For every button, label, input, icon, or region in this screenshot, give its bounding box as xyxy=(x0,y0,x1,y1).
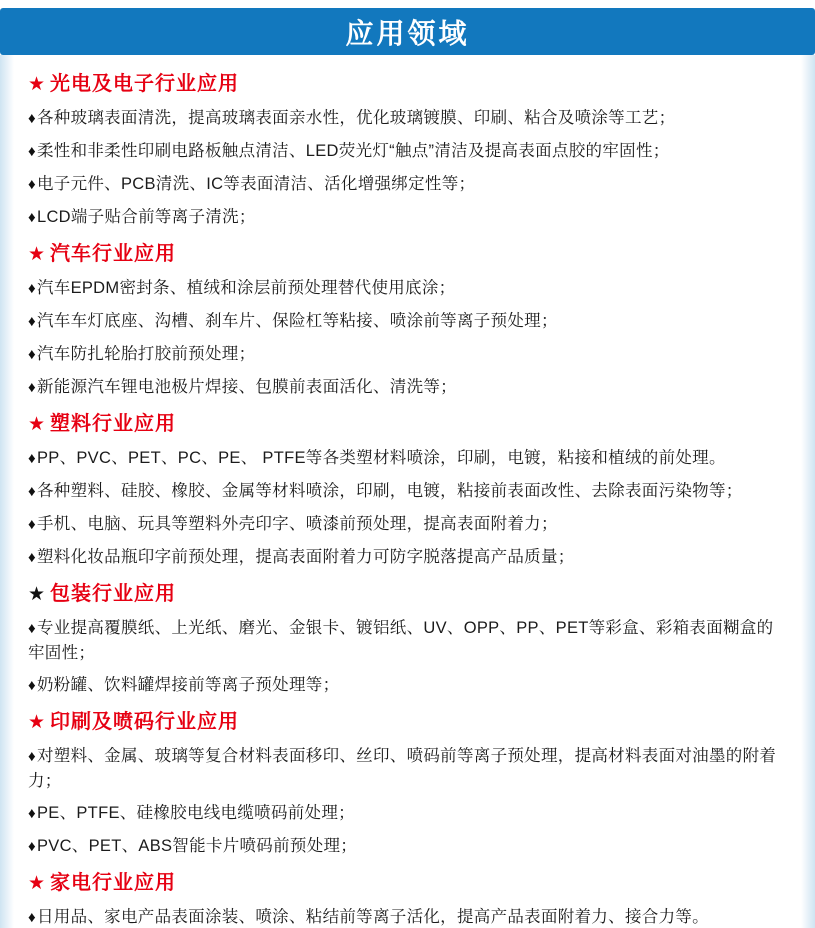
list-item xyxy=(28,106,785,131)
page-title: 应用领域 xyxy=(345,17,470,49)
list-item-text: 对塑料、金属、玻璃等复合材料表面移印、丝印、喷码前等离子预处理，提高材料表面对油墨的附着力； xyxy=(28,747,777,790)
list-item xyxy=(28,375,785,400)
application-section xyxy=(28,411,785,570)
list-item xyxy=(28,309,785,334)
diamond-bullet-icon: ♦ xyxy=(28,346,36,363)
section-title: 包装行业应用 xyxy=(50,583,177,605)
star-icon: ★ xyxy=(28,414,47,435)
application-section xyxy=(28,241,785,400)
application-section xyxy=(28,709,785,859)
star-icon: ★ xyxy=(28,873,47,894)
list-item-text: 日用品、家电产品表面涂装、喷涂、粘结前等离子活化，提高产品表面附着力、接合力等。 xyxy=(36,908,709,926)
diamond-bullet-icon: ♦ xyxy=(28,838,36,855)
section-heading xyxy=(28,71,785,98)
list-item-text: 塑料化妆品瓶印字前预处理，提高表面附着力可防字脱落提高产品质量； xyxy=(36,548,575,566)
section-heading xyxy=(28,709,785,736)
list-item-text: 奶粉罐、饮料罐焊接前等离子预处理等； xyxy=(36,676,340,694)
list-item-text: PP、PVC、PET、PC、PE、 PTFE等各类塑材料喷涂，印刷，电镀，粘接和植绒的前处理。 xyxy=(36,449,726,467)
section-title: 汽车行业应用 xyxy=(50,243,177,265)
list-item-text: 柔性和非柔性印刷电路板触点清洁、LED荧光灯“触点”清洁及提高表面点胶的牢固性； xyxy=(36,142,670,160)
list-item xyxy=(28,139,785,164)
content-area xyxy=(0,55,815,928)
diamond-bullet-icon: ♦ xyxy=(28,143,36,160)
list-item xyxy=(28,276,785,301)
section-title: 印刷及喷码行业应用 xyxy=(50,711,240,733)
star-icon: ★ xyxy=(28,244,47,265)
section-heading xyxy=(28,870,785,897)
list-item xyxy=(28,172,785,197)
diamond-bullet-icon: ♦ xyxy=(28,209,36,226)
list-item-text: 手机、电脑、玩具等塑料外壳印字、喷漆前预处理，提高表面附着力； xyxy=(36,515,558,533)
diamond-bullet-icon: ♦ xyxy=(28,280,36,297)
star-icon: ★ xyxy=(28,584,47,605)
list-item-text: LCD端子贴合前等离子清洗； xyxy=(36,208,256,226)
diamond-bullet-icon: ♦ xyxy=(28,483,36,500)
list-item-text: 汽车EPDM密封条、植绒和涂层前预处理替代使用底涂； xyxy=(36,279,456,297)
list-item-text: 汽车车灯底座、沟槽、刹车片、保险杠等粘接、喷涂前等离子预处理； xyxy=(36,312,558,330)
diamond-bullet-icon: ♦ xyxy=(28,549,36,566)
list-item xyxy=(28,205,785,230)
list-item xyxy=(28,446,785,471)
application-section xyxy=(28,71,785,230)
diamond-bullet-icon: ♦ xyxy=(28,677,36,694)
diamond-bullet-icon: ♦ xyxy=(28,110,36,127)
title-banner xyxy=(0,8,815,55)
list-item-text: 电子元件、PCB清洗、IC等表面清洁、活化增强绑定性等； xyxy=(36,175,476,193)
list-item xyxy=(28,905,785,928)
diamond-bullet-icon: ♦ xyxy=(28,450,36,467)
diamond-bullet-icon: ♦ xyxy=(28,379,36,396)
list-item-text: 专业提高覆膜纸、上光纸、磨光、金银卡、镀铝纸、UV、OPP、PP、PET等彩盒、彩箱表面糊盒的牢固性； xyxy=(28,619,774,662)
list-item xyxy=(28,834,785,859)
list-item xyxy=(28,479,785,504)
section-title: 光电及电子行业应用 xyxy=(50,73,240,95)
application-section xyxy=(28,581,785,698)
section-title: 家电行业应用 xyxy=(50,872,177,894)
list-item xyxy=(28,673,785,698)
star-icon: ★ xyxy=(28,712,47,733)
list-item xyxy=(28,744,785,793)
list-item-text: 汽车防扎轮胎打胶前预处理； xyxy=(36,345,256,363)
diamond-bullet-icon: ♦ xyxy=(28,805,36,822)
list-item xyxy=(28,342,785,367)
diamond-bullet-icon: ♦ xyxy=(28,909,36,926)
list-item xyxy=(28,616,785,665)
list-item xyxy=(28,801,785,826)
list-item-text: 新能源汽车锂电池极片焊接、包膜前表面活化、清洗等； xyxy=(36,378,457,396)
diamond-bullet-icon: ♦ xyxy=(28,748,36,765)
star-icon: ★ xyxy=(28,74,47,95)
section-heading xyxy=(28,581,785,608)
diamond-bullet-icon: ♦ xyxy=(28,176,36,193)
list-item-text: 各种塑料、硅胶、橡胶、金属等材料喷涂，印刷，电镀，粘接前表面改性、去除表面污染物等； xyxy=(36,482,743,500)
list-item-text: PVC、PET、ABS智能卡片喷码前预处理； xyxy=(36,837,358,855)
application-section xyxy=(28,870,785,928)
section-title: 塑料行业应用 xyxy=(50,413,177,435)
list-item-text: PE、PTFE、硅橡胶电线电缆喷码前处理； xyxy=(36,804,355,822)
section-heading xyxy=(28,241,785,268)
diamond-bullet-icon: ♦ xyxy=(28,313,36,330)
list-item xyxy=(28,545,785,570)
diamond-bullet-icon: ♦ xyxy=(28,516,36,533)
diamond-bullet-icon: ♦ xyxy=(28,620,36,637)
list-item xyxy=(28,512,785,537)
section-heading xyxy=(28,411,785,438)
list-item-text: 各种玻璃表面清洗，提高玻璃表面亲水性，优化玻璃镀膜、印刷、粘合及喷涂等工艺； xyxy=(36,109,676,127)
